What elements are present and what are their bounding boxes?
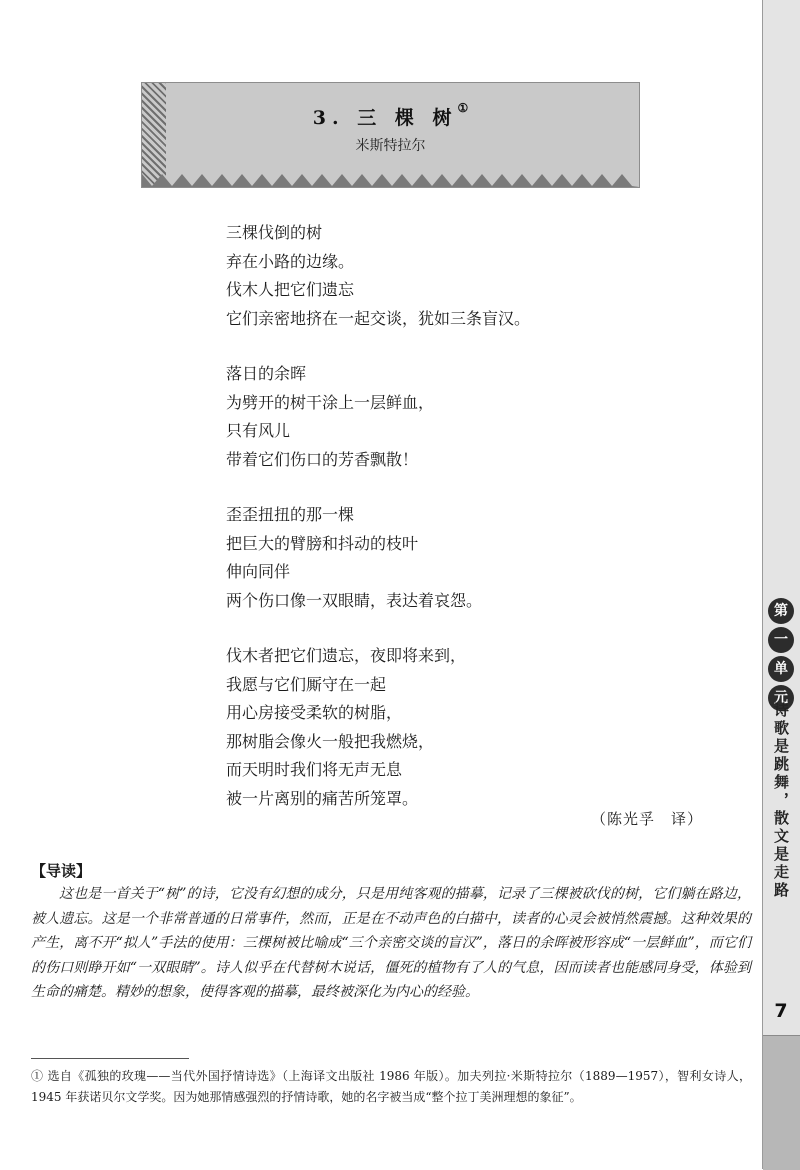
side-strip: [762, 0, 800, 1169]
poem-line: 而天明时我们将无声无息: [226, 760, 403, 779]
poem-line: 伸向同伴: [226, 562, 291, 581]
guide-paragraph: 这也是一首关于“树”的诗，它没有幻想的成分，只是用纯客观的描摹，记录了三棵被砍伐的树，它们躺在路边，被人遗忘。这是一个非常普通的日常事件，然而，正是在不动声色的白描中，读者的心灵会被悄然震撼。这种效果的产生，离不开“拟人”手法的使用：三棵树被比喻成“三个亲密交谈的盲汉”，落日的余晖被形容成“一层鲜血”，而它们的伤口则睁开如“一双眼睛”。诗人似乎在代替树木说话，僵死的植物有了人的气息，因而读者也能感同身受，体验到生命的痛楚。精妙的想象，使得客观的描摹，最终被深化为内心的经验。: [31, 886, 751, 1000]
poem-line: 歪歪扭扭的那一棵: [226, 505, 355, 524]
banner-zigzag-decoration: [142, 171, 639, 187]
poem-body: [226, 219, 706, 840]
poem-line: 被一片离别的痛苦所笼罩。: [226, 788, 419, 808]
poem-line: 落日的余晖: [226, 364, 307, 383]
poem-line: 带着它们伤口的芳香飘散！: [226, 449, 419, 469]
poem-line: 我愿与它们厮守在一起: [226, 674, 387, 694]
guide-heading: 【导读】: [31, 862, 92, 880]
poem-author: 米斯特拉尔: [355, 138, 426, 154]
unit-char: 元: [768, 685, 794, 711]
poem-line: 只有风儿: [226, 421, 291, 440]
unit-title: 诗歌是跳舞，散文是走路: [772, 702, 790, 900]
poem-line: 伐木人把它们遗忘: [226, 280, 355, 299]
poem-line: 弃在小路的边缘。: [226, 251, 355, 271]
title-banner: [141, 82, 640, 188]
page-number: 7: [774, 1000, 788, 1022]
stanza: [226, 360, 706, 474]
footnote: ① 选自《孤独的玫瑰——当代外国抒情诗选》（上海译文出版社 1986 年版）。加夫列拉·米斯特拉尔（1889—1957），智利女诗人，1945 年获诺贝尔文学奖。因为她那情感强烈的抒情诗歌，她的名字被当成“整个拉丁美洲理想的象征”。: [31, 1069, 751, 1104]
stanza: [226, 501, 706, 615]
poem-title: [142, 103, 639, 130]
unit-char: 第: [768, 598, 794, 624]
poem-line: 伐木者把它们遗忘，夜即将来到，: [226, 646, 467, 665]
translator-credit: （陈光孚 译）: [591, 810, 704, 828]
unit-char: 单: [768, 656, 794, 682]
title-footnote-mark: ①: [457, 101, 469, 115]
poem-line: 它们亲密地挤在一起交谈，犹如三条盲汉。: [226, 308, 531, 328]
footnote-divider: [31, 1058, 189, 1059]
poem-line: 为劈开的树干涂上一层鲜血，: [226, 392, 435, 412]
poem-line: 用心房接受柔软的树脂，: [226, 703, 403, 722]
poem-line: 把巨大的臂膀和抖动的枝叶: [226, 533, 419, 553]
stanza: [226, 642, 706, 813]
stanza: [226, 219, 706, 333]
poem-line: 两个伤口像一双眼睛，表达着哀怨。: [226, 590, 483, 610]
side-strip-band: [763, 1035, 800, 1170]
unit-label: [764, 598, 798, 714]
title-number: 3.: [312, 107, 345, 129]
title-text: 三 棵 树: [357, 107, 458, 129]
poem-line: 三棵伐倒的树: [226, 223, 323, 242]
poem-line: 那树脂会像火一般把我燃烧，: [226, 731, 435, 751]
unit-char: 一: [768, 627, 794, 653]
